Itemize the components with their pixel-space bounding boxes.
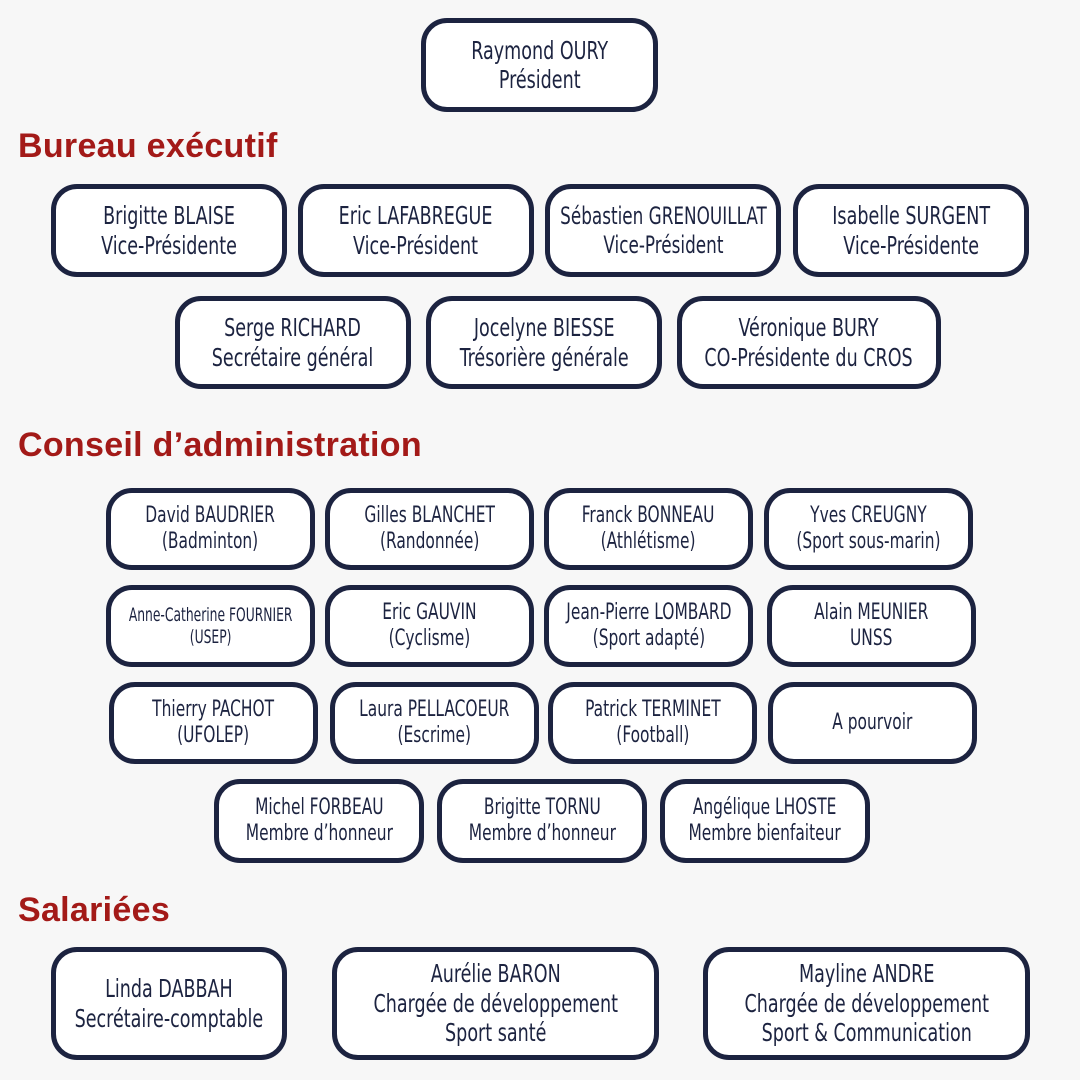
member-box (109, 682, 318, 764)
member-role: Chargée de développement (744, 988, 989, 1018)
member-name: Aurélie BARON (430, 959, 561, 989)
member-role: Membre bienfaiteur (688, 821, 842, 846)
member-name: Alain MEUNIER (814, 600, 929, 626)
member-role: (Sport adapté) (592, 626, 705, 651)
member-name: Isabelle SURGENT (832, 201, 990, 230)
member-box (426, 296, 662, 389)
member-box (106, 488, 315, 570)
member-role: Vice-Présidente (101, 230, 237, 260)
section-title-bureau: Bureau exécutif (18, 127, 278, 165)
staff-box (332, 947, 659, 1060)
member-name: A pourvoir (832, 710, 913, 736)
member-name: Véronique BURY (739, 313, 879, 342)
member-name: Raymond OURY (471, 35, 608, 65)
member-box (764, 488, 973, 570)
member-box (325, 488, 534, 570)
member-box (793, 184, 1029, 277)
member-role: (Cyclisme) (388, 626, 471, 651)
member-role: (Escrime) (397, 723, 472, 748)
member-role: Président (498, 65, 581, 94)
member-name: Laura PELLACOEUR (359, 697, 510, 723)
staff-box (703, 947, 1030, 1060)
member-name: Eric GAUVIN (382, 600, 477, 626)
member-role: Secrétaire général (212, 342, 374, 372)
member-role: (Sport sous-marin) (796, 529, 941, 554)
member-box (437, 779, 647, 863)
section-title-salaries: Salariées (18, 891, 171, 929)
member-role: UNSS (850, 626, 893, 651)
member-name: Yves CREUGNY (810, 503, 927, 529)
member-box (214, 779, 424, 863)
member-detail: Sport & Communication (761, 1018, 972, 1048)
member-role: Vice-Président (353, 230, 479, 260)
member-name: Mayline ANDRE (798, 959, 935, 989)
member-box (175, 296, 411, 389)
staff-box (51, 947, 287, 1060)
member-box (544, 488, 753, 570)
member-box (325, 585, 534, 667)
member-name: Patrick TERMINET (584, 697, 721, 723)
member-box (677, 296, 941, 389)
member-name: Jocelyne BIESSE (473, 313, 615, 342)
president-box (421, 18, 658, 112)
member-role: Trésorière générale (459, 342, 629, 372)
member-role: Chargée de développement (373, 988, 618, 1018)
member-role: Vice-Présidente (843, 230, 979, 260)
member-box (548, 682, 757, 764)
member-box (660, 779, 870, 863)
member-box (298, 184, 534, 277)
member-box (544, 585, 753, 667)
member-box (106, 585, 315, 667)
member-box (767, 585, 976, 667)
section-title-conseil: Conseil d’administration (18, 426, 422, 464)
member-name: Angélique LHOSTE (693, 795, 837, 821)
member-name: Eric LAFABREGUE (339, 201, 493, 230)
member-name: Linda DABBAH (105, 974, 233, 1003)
member-role: (Randonnée) (379, 529, 480, 554)
member-name: Brigitte BLAISE (103, 201, 235, 230)
member-role: (Athlétisme) (601, 529, 696, 554)
member-role: Membre d’honneur (245, 821, 393, 846)
member-name: Thierry PACHOT (152, 697, 275, 723)
member-box (51, 184, 287, 277)
member-role: (Badminton) (162, 529, 259, 554)
member-role: (UFOLEP) (177, 723, 250, 748)
member-box (330, 682, 539, 764)
member-name: Michel FORBEAU (254, 795, 384, 821)
member-detail: Sport santé (444, 1018, 547, 1048)
member-name: Gilles BLANCHET (364, 503, 495, 529)
member-name: Sébastien GRENOUILLAT (559, 202, 767, 231)
member-role: Secrétaire-comptable (74, 1003, 264, 1033)
member-role: (Football) (615, 723, 690, 748)
vacant-seat-box (768, 682, 977, 764)
member-name: David BAUDRIER (145, 503, 276, 529)
member-name: Jean-Pierre LOMBARD (565, 600, 732, 626)
member-name: Anne-Catherine FOURNIER (128, 603, 293, 626)
member-name: Franck BONNEAU (582, 503, 715, 529)
member-name: Brigitte TORNU (483, 795, 601, 821)
member-role: CO-Présidente du CROS (704, 342, 914, 372)
member-role: Vice-Président (603, 230, 724, 259)
member-role: (USEP) (189, 626, 232, 648)
member-box (545, 184, 781, 277)
member-name: Serge RICHARD (224, 313, 362, 342)
member-role: Membre d’honneur (468, 821, 616, 846)
